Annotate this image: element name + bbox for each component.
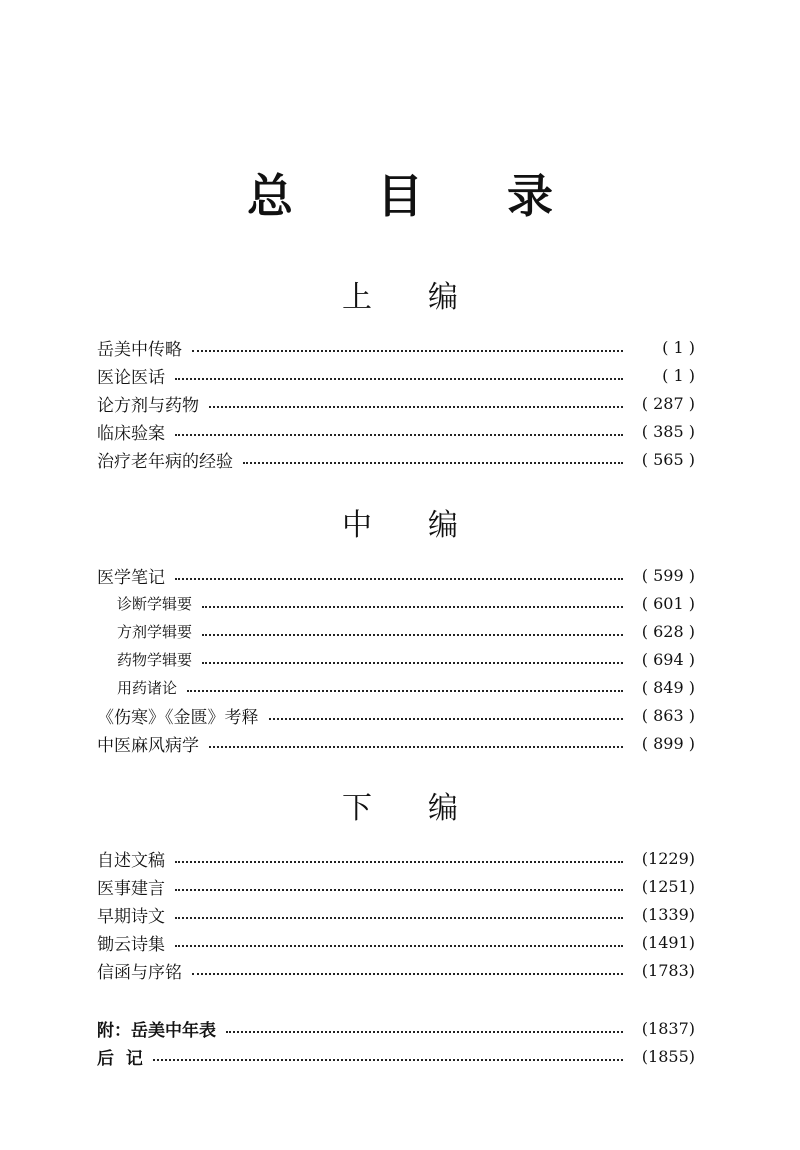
- toc-entry-page: (1491): [641, 932, 695, 952]
- leader-dots: [192, 348, 623, 352]
- toc-subentry[interactable]: [117, 646, 695, 672]
- toc-subentry[interactable]: [117, 618, 695, 644]
- toc-appendix-entry[interactable]: [97, 1043, 695, 1069]
- section-heading-middle: [0, 500, 800, 544]
- toc-entry-page: (1783): [641, 960, 695, 980]
- section-heading-char: 编: [428, 508, 458, 543]
- toc-entry[interactable]: [97, 702, 695, 728]
- toc-entry-label: 医学笔记: [97, 567, 165, 588]
- toc-entry[interactable]: [97, 845, 695, 871]
- toc-entry-label: 早期诗文: [97, 906, 165, 927]
- toc-entry[interactable]: [97, 418, 695, 444]
- toc-entry-label: 附：岳美中年表: [97, 1020, 216, 1041]
- toc-entry-page: ( 385 ): [641, 421, 695, 441]
- toc-entry-page: ( 694 ): [641, 649, 695, 669]
- toc-entry-page: (1251): [641, 876, 695, 896]
- toc-entry[interactable]: [97, 901, 695, 927]
- toc-entry[interactable]: [97, 446, 695, 472]
- toc-entry-page: ( 1 ): [662, 365, 695, 385]
- toc-entry-page: ( 849 ): [641, 677, 695, 697]
- leader-dots: [209, 404, 623, 408]
- toc-entry-label: 岳美中传略: [97, 339, 182, 360]
- section-heading-lower: [0, 783, 800, 827]
- section-heading-char: 下: [342, 791, 372, 826]
- toc-entry-page: ( 1 ): [662, 337, 695, 357]
- leader-dots: [175, 887, 623, 891]
- leader-dots: [153, 1057, 623, 1061]
- leader-dots: [175, 943, 623, 947]
- toc-subentry[interactable]: [117, 674, 695, 700]
- toc-entry[interactable]: [97, 929, 695, 955]
- toc-entry-label: 医论医话: [97, 367, 165, 388]
- toc-entry-page: (1229): [641, 848, 695, 868]
- toc-entry-label: 锄云诗集: [97, 934, 165, 955]
- section-heading-char: 中: [342, 508, 372, 543]
- toc-entry-label: 医事建言: [97, 878, 165, 899]
- section-heading-char: 上: [342, 280, 372, 315]
- toc-entry-label: 治疗老年病的经验: [97, 451, 233, 472]
- toc-entry-page: ( 565 ): [641, 449, 695, 469]
- section-heading-upper: [0, 272, 800, 316]
- toc-entry-label: 中医麻风病学: [97, 735, 199, 756]
- toc-entry-label: 药物学辑要: [117, 650, 193, 669]
- toc-entry-label: 自述文稿: [97, 850, 165, 871]
- toc-entry-page: ( 599 ): [641, 565, 695, 585]
- leader-dots: [202, 632, 623, 636]
- leader-dots: [202, 660, 623, 664]
- toc-entry[interactable]: [97, 334, 695, 360]
- toc-entry-page: ( 628 ): [641, 621, 695, 641]
- toc-entry[interactable]: [97, 873, 695, 899]
- toc-entry-label: 临床验案: [97, 423, 165, 444]
- section-heading-char: 编: [428, 791, 458, 826]
- toc-entry-page: ( 601 ): [641, 593, 695, 613]
- toc-appendix-entry[interactable]: [97, 1015, 695, 1041]
- leader-dots: [192, 971, 623, 975]
- leader-dots: [175, 859, 623, 863]
- toc-entry[interactable]: [97, 562, 695, 588]
- toc-entry-page: ( 899 ): [641, 733, 695, 753]
- toc-entry[interactable]: [97, 362, 695, 388]
- toc-entry-page: (1339): [641, 904, 695, 924]
- toc-entry-page: ( 287 ): [641, 393, 695, 413]
- toc-entry-label: 论方剂与药物: [97, 395, 199, 416]
- toc-entry-label: 《伤寒》《金匮》考释: [97, 707, 259, 728]
- toc-entry-label: 诊断学辑要: [117, 594, 193, 613]
- toc-entry[interactable]: [97, 957, 695, 983]
- toc-entry-page: ( 863 ): [641, 705, 695, 725]
- toc-entry-page: (1855): [641, 1046, 695, 1066]
- leader-dots: [175, 432, 623, 436]
- toc-entry-label: 信函与序铭: [97, 962, 182, 983]
- leader-dots: [209, 744, 623, 748]
- leader-dots: [202, 604, 623, 608]
- leader-dots: [175, 576, 623, 580]
- leader-dots: [226, 1029, 623, 1033]
- leader-dots: [175, 915, 623, 919]
- page-title: 总 目 录: [246, 169, 588, 223]
- toc-entry[interactable]: [97, 390, 695, 416]
- leader-dots: [175, 376, 623, 380]
- section-heading-char: 编: [428, 280, 458, 315]
- toc-entry-label: 后 记: [97, 1048, 143, 1069]
- leader-dots: [269, 716, 624, 720]
- leader-dots: [187, 688, 623, 692]
- toc-entry[interactable]: [97, 730, 695, 756]
- toc-entry-label: 用药诸论: [117, 678, 178, 697]
- toc-entry-page: (1837): [641, 1018, 695, 1038]
- leader-dots: [243, 460, 623, 464]
- toc-subentry[interactable]: [117, 590, 695, 616]
- toc-entry-label: 方剂学辑要: [117, 622, 193, 641]
